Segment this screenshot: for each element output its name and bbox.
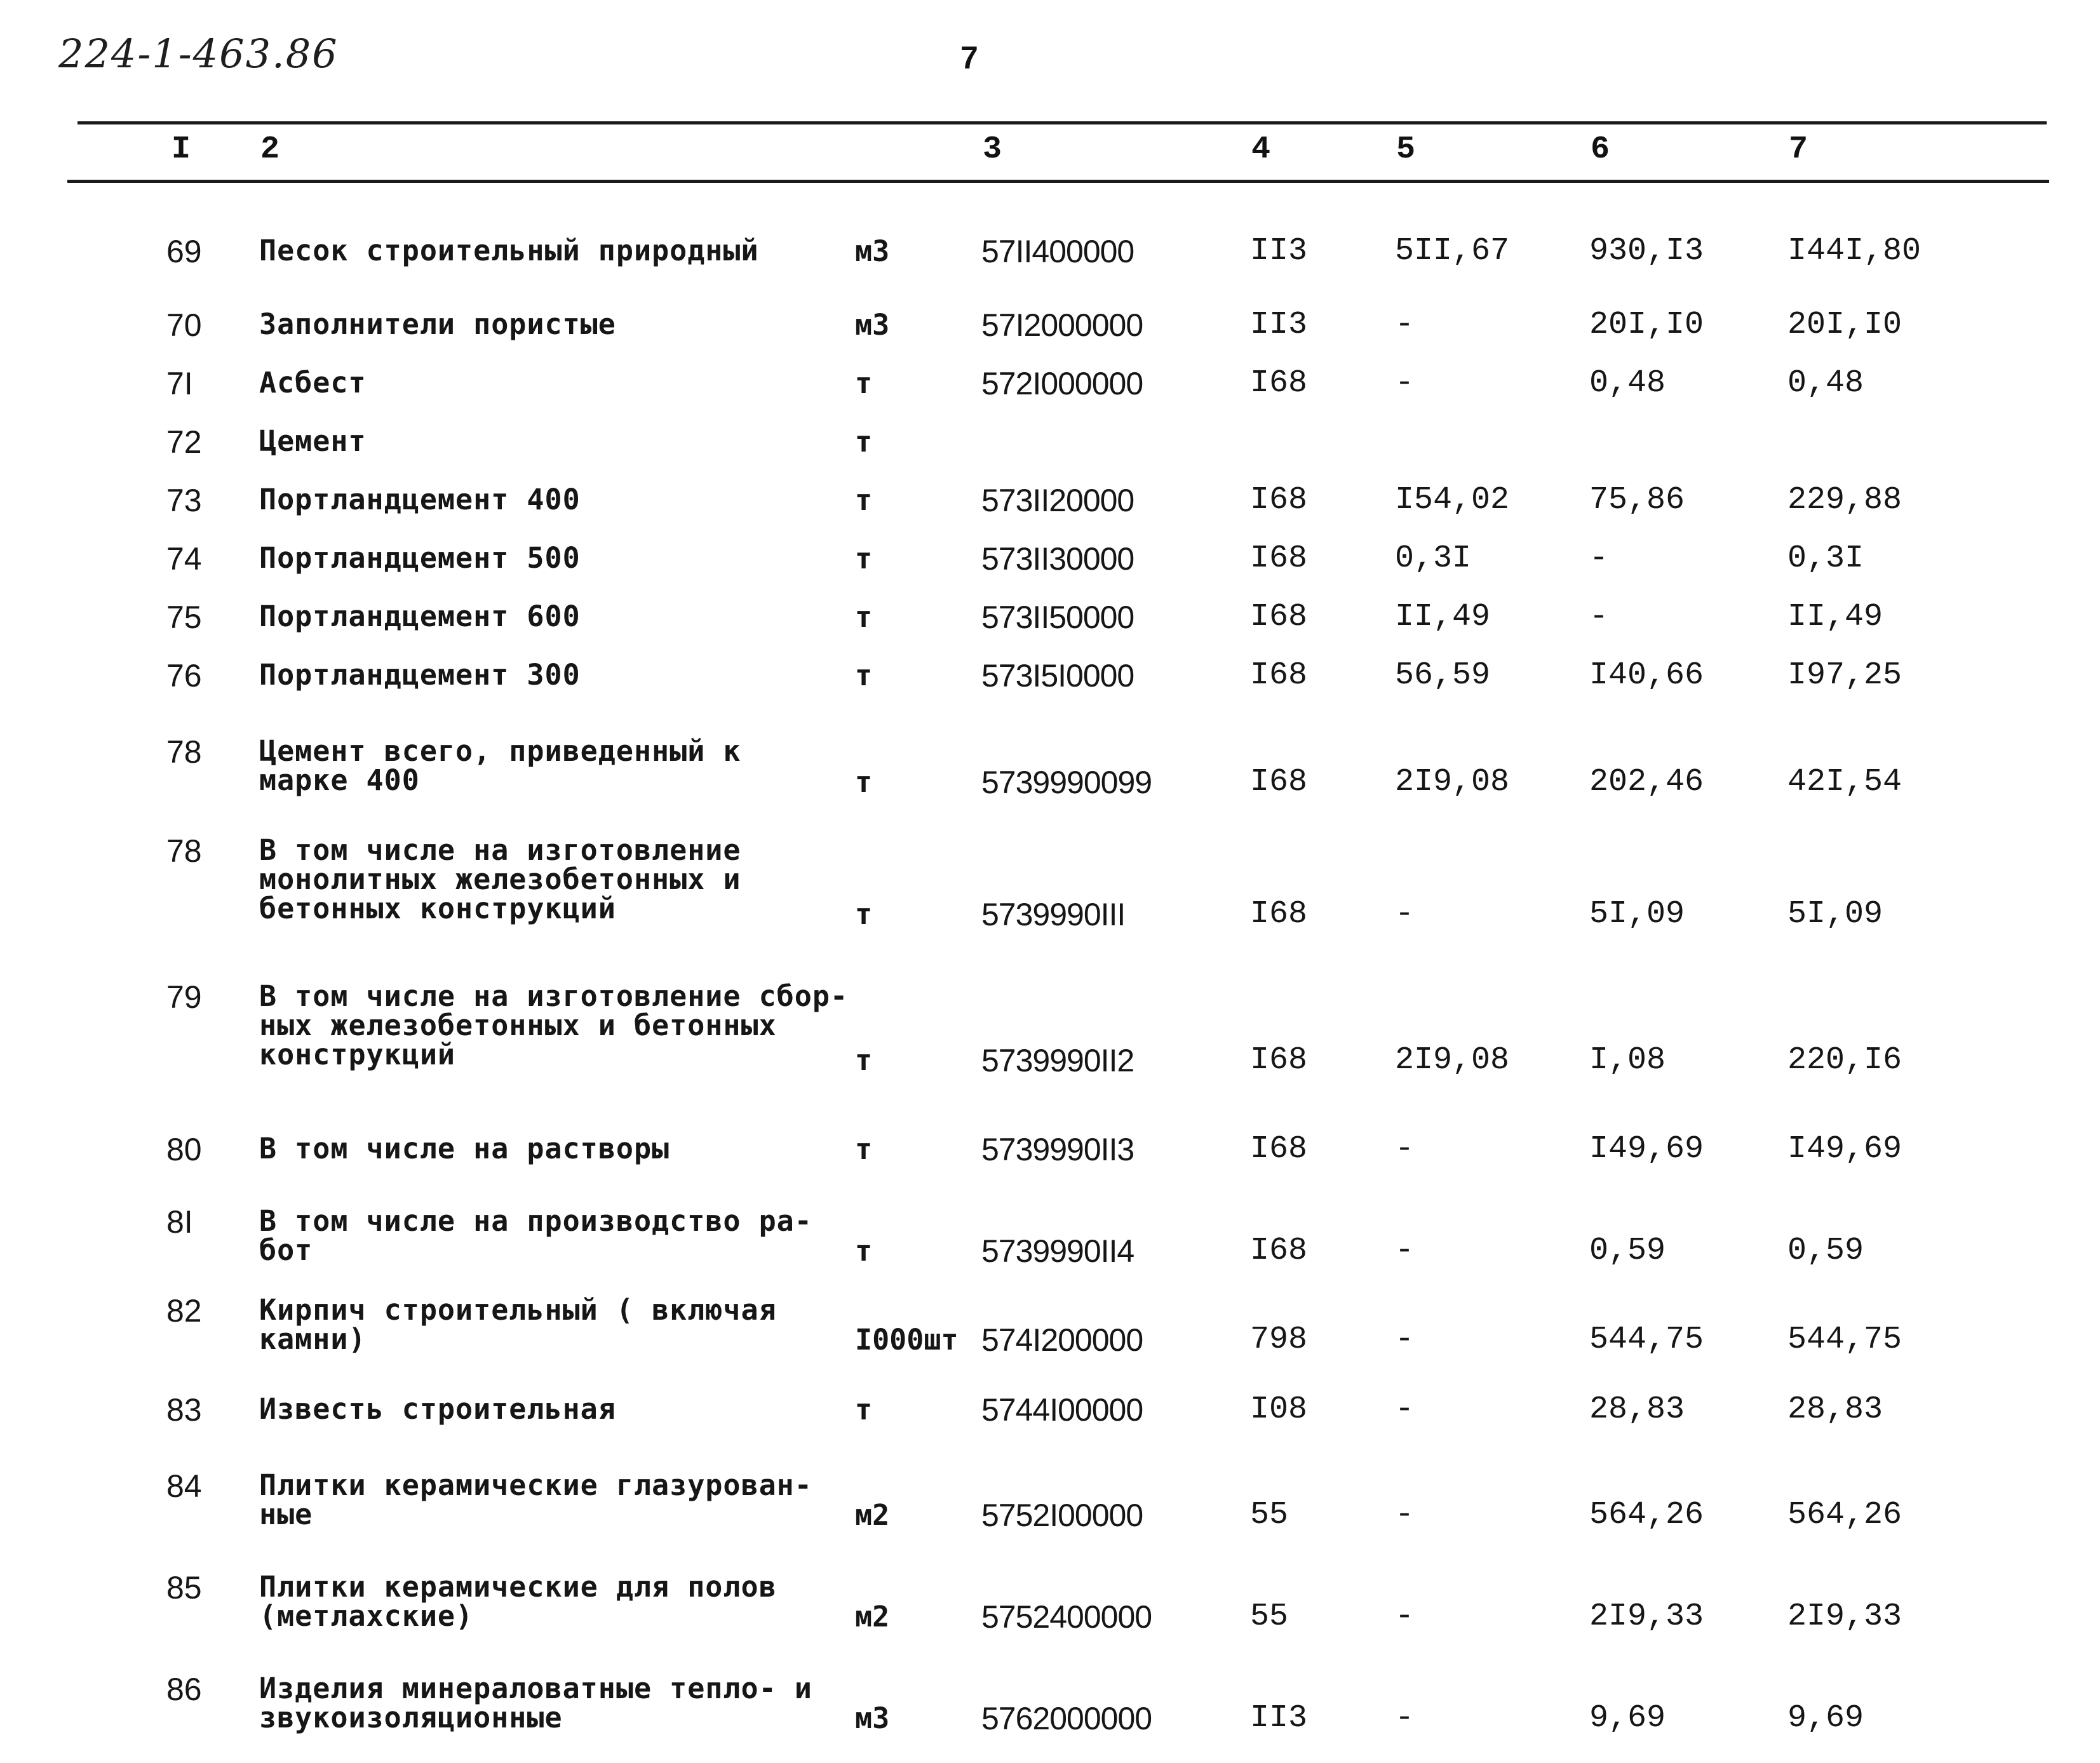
column-6-value: 28,83 (1589, 1391, 1685, 1428)
material-name: Портландцемент 300 (259, 658, 581, 692)
column-header-6: 6 (1591, 131, 1610, 168)
column-7-value: I49,69 (1787, 1131, 1902, 1167)
row-number: 69 (166, 234, 202, 269)
unit-of-measure: м2 (855, 1498, 890, 1532)
column-7-value: 0,48 (1787, 365, 1864, 401)
row-number: 72 (166, 424, 202, 460)
column-5-value: - (1395, 1322, 1415, 1358)
material-code: 5752400000 (981, 1599, 1152, 1635)
column-4-value: I68 (1250, 1233, 1308, 1269)
column-5-value: - (1395, 1700, 1415, 1736)
document-code: 224-1-463.86 (58, 30, 339, 77)
unit-of-measure: м3 (855, 1701, 890, 1735)
column-4-value: II3 (1250, 307, 1308, 343)
row-number: 74 (166, 541, 202, 577)
material-name: В том числе на изготовление монолитных железобетонных и бетонных конструкций (259, 833, 741, 925)
column-6-value: - (1589, 540, 1609, 577)
material-code: 573II30000 (981, 541, 1134, 577)
material-name: Цемент всего, приведенный к марке 400 (259, 734, 741, 797)
column-6-value: 544,75 (1589, 1322, 1704, 1358)
material-code: 574I200000 (981, 1322, 1143, 1358)
column-6-value: 202,46 (1589, 764, 1704, 800)
column-6-value: 75,86 (1589, 482, 1685, 518)
unit-of-measure: I000шт (855, 1323, 959, 1357)
material-name: Асбест (259, 366, 367, 399)
row-number: 80 (166, 1132, 202, 1167)
row-number: 86 (166, 1672, 202, 1707)
column-4-value: II3 (1250, 233, 1308, 269)
column-4-value: I68 (1250, 540, 1308, 577)
unit-of-measure: т (855, 600, 873, 634)
column-5-value: - (1395, 896, 1415, 932)
column-4-value: I68 (1250, 896, 1308, 932)
column-7-value: I97,25 (1787, 657, 1902, 694)
row-number: 75 (166, 600, 202, 635)
row-number: 70 (166, 307, 202, 343)
column-5-value: - (1395, 1233, 1415, 1269)
unit-of-measure: м3 (855, 308, 890, 342)
column-7-value: 0,3I (1787, 540, 1864, 577)
column-6-value: 0,59 (1589, 1233, 1666, 1269)
column-6-value: 5I,09 (1589, 896, 1685, 932)
row-number: 79 (166, 979, 202, 1015)
header-bottom-rule (67, 180, 2049, 183)
material-name: Плитки керамические глазурован- ные (259, 1468, 812, 1531)
column-4-value: I08 (1250, 1391, 1308, 1428)
unit-of-measure: т (855, 542, 873, 575)
column-5-value: - (1395, 1599, 1415, 1635)
column-7-value: II,49 (1787, 599, 1883, 635)
unit-of-measure: т (855, 659, 873, 692)
column-header-4: 4 (1251, 131, 1271, 168)
row-number: 8I (166, 1204, 193, 1240)
row-number: 82 (166, 1293, 202, 1329)
row-number: 78 (166, 734, 202, 770)
column-header-1: I (172, 131, 191, 168)
material-code: 573II50000 (981, 600, 1134, 635)
column-7-value: 0,59 (1787, 1233, 1864, 1269)
column-6-value: 20I,I0 (1589, 307, 1704, 343)
material-code: 5739990099 (981, 765, 1152, 800)
column-5-value: 56,59 (1395, 657, 1491, 694)
row-number: 78 (166, 833, 202, 869)
material-name: Известь строительная (259, 1392, 616, 1426)
column-6-value: 0,48 (1589, 365, 1666, 401)
column-4-value: II3 (1250, 1700, 1308, 1736)
column-5-value: 2I9,08 (1395, 1042, 1510, 1078)
column-7-value: 28,83 (1787, 1391, 1883, 1428)
column-5-value: - (1395, 1131, 1415, 1167)
column-5-value: I54,02 (1395, 482, 1510, 518)
column-header-5: 5 (1396, 131, 1416, 168)
column-5-value: II,49 (1395, 599, 1491, 635)
unit-of-measure: т (855, 1393, 873, 1426)
material-name: В том числе на растворы (259, 1132, 670, 1165)
unit-of-measure: т (855, 1132, 873, 1166)
unit-of-measure: т (855, 897, 873, 931)
column-7-value: 229,88 (1787, 482, 1902, 518)
material-name: Портландцемент 600 (259, 600, 581, 633)
column-6-value: 930,I3 (1589, 233, 1704, 269)
unit-of-measure: т (855, 1043, 873, 1077)
header-top-rule (77, 121, 2047, 124)
material-name: В том числе на изготовление сбор- ных железобетонных и бетонных конструкций (259, 979, 849, 1071)
material-name: Изделия минераловатные тепло- и звукоизоляционные (259, 1672, 812, 1734)
column-5-value: - (1395, 307, 1415, 343)
material-code: 573I5I0000 (981, 658, 1134, 694)
column-5-value: 0,3I (1395, 540, 1472, 577)
unit-of-measure: т (855, 483, 873, 517)
material-code: 5752I00000 (981, 1498, 1143, 1533)
column-7-value: 544,75 (1787, 1322, 1902, 1358)
material-code: 5762000000 (981, 1701, 1152, 1736)
unit-of-measure: м2 (855, 1600, 890, 1633)
column-6-value: - (1589, 599, 1609, 635)
material-name: Цемент (259, 424, 367, 458)
column-4-value: I68 (1250, 657, 1308, 694)
column-6-value: I49,69 (1589, 1131, 1704, 1167)
column-7-value: 20I,I0 (1787, 307, 1902, 343)
column-4-value: 55 (1250, 1599, 1289, 1635)
page-number: 7 (960, 40, 978, 76)
material-name: Песок строительный природный (259, 234, 759, 267)
material-name: Кирпич строительный ( включая камни) (259, 1293, 777, 1356)
column-6-value: I40,66 (1589, 657, 1704, 694)
column-7-value: 9,69 (1787, 1700, 1864, 1736)
column-6-value: 564,26 (1589, 1497, 1704, 1533)
material-code: 57I2000000 (981, 307, 1143, 343)
unit-of-measure: т (855, 1234, 873, 1268)
material-code: 573II20000 (981, 483, 1134, 518)
column-7-value: I44I,80 (1787, 233, 1922, 269)
unit-of-measure: т (855, 366, 873, 400)
column-7-value: 5I,09 (1787, 896, 1883, 932)
column-7-value: 564,26 (1787, 1497, 1902, 1533)
column-4-value: I68 (1250, 1042, 1308, 1078)
material-name: Плитки керамические для полов (метлахские) (259, 1570, 777, 1633)
material-code: 5739990II3 (981, 1132, 1134, 1167)
row-number: 83 (166, 1392, 202, 1428)
column-4-value: 55 (1250, 1497, 1289, 1533)
column-5-value: 5II,67 (1395, 233, 1510, 269)
unit-of-measure: т (855, 765, 873, 799)
column-6-value: I,08 (1589, 1042, 1666, 1078)
material-name: В том числе на производство ра- бот (259, 1204, 812, 1267)
material-name: Заполнители пористые (259, 307, 616, 341)
column-4-value: I68 (1250, 365, 1308, 401)
column-5-value: - (1395, 1391, 1415, 1428)
column-7-value: 42I,54 (1787, 764, 1902, 800)
column-4-value: I68 (1250, 764, 1308, 800)
material-code: 5739990III (981, 897, 1126, 932)
column-7-value: 220,I6 (1787, 1042, 1902, 1078)
material-code: 572I000000 (981, 366, 1143, 401)
column-5-value: - (1395, 365, 1415, 401)
material-code: 57II400000 (981, 234, 1134, 269)
row-number: 73 (166, 483, 202, 518)
column-4-value: 798 (1250, 1322, 1308, 1358)
material-code: 5744I00000 (981, 1392, 1143, 1428)
column-5-value: 2I9,08 (1395, 764, 1510, 800)
column-4-value: I68 (1250, 1131, 1308, 1167)
column-7-value: 2I9,33 (1787, 1599, 1902, 1635)
unit-of-measure: т (855, 425, 873, 459)
row-number: 76 (166, 658, 202, 694)
material-code: 5739990II4 (981, 1233, 1134, 1269)
material-name: Портландцемент 400 (259, 483, 581, 516)
row-number: 84 (166, 1468, 202, 1504)
column-header-7: 7 (1789, 131, 1808, 168)
column-5-value: - (1395, 1497, 1415, 1533)
column-4-value: I68 (1250, 599, 1308, 635)
row-number: 85 (166, 1570, 202, 1605)
column-header-2: 2 (260, 131, 280, 168)
material-name: Портландцемент 500 (259, 541, 581, 575)
column-header-3: 3 (983, 131, 1002, 168)
column-4-value: I68 (1250, 482, 1308, 518)
unit-of-measure: м3 (855, 234, 890, 268)
row-number: 7I (166, 366, 193, 401)
material-code: 5739990II2 (981, 1043, 1134, 1078)
column-6-value: 2I9,33 (1589, 1599, 1704, 1635)
column-6-value: 9,69 (1589, 1700, 1666, 1736)
